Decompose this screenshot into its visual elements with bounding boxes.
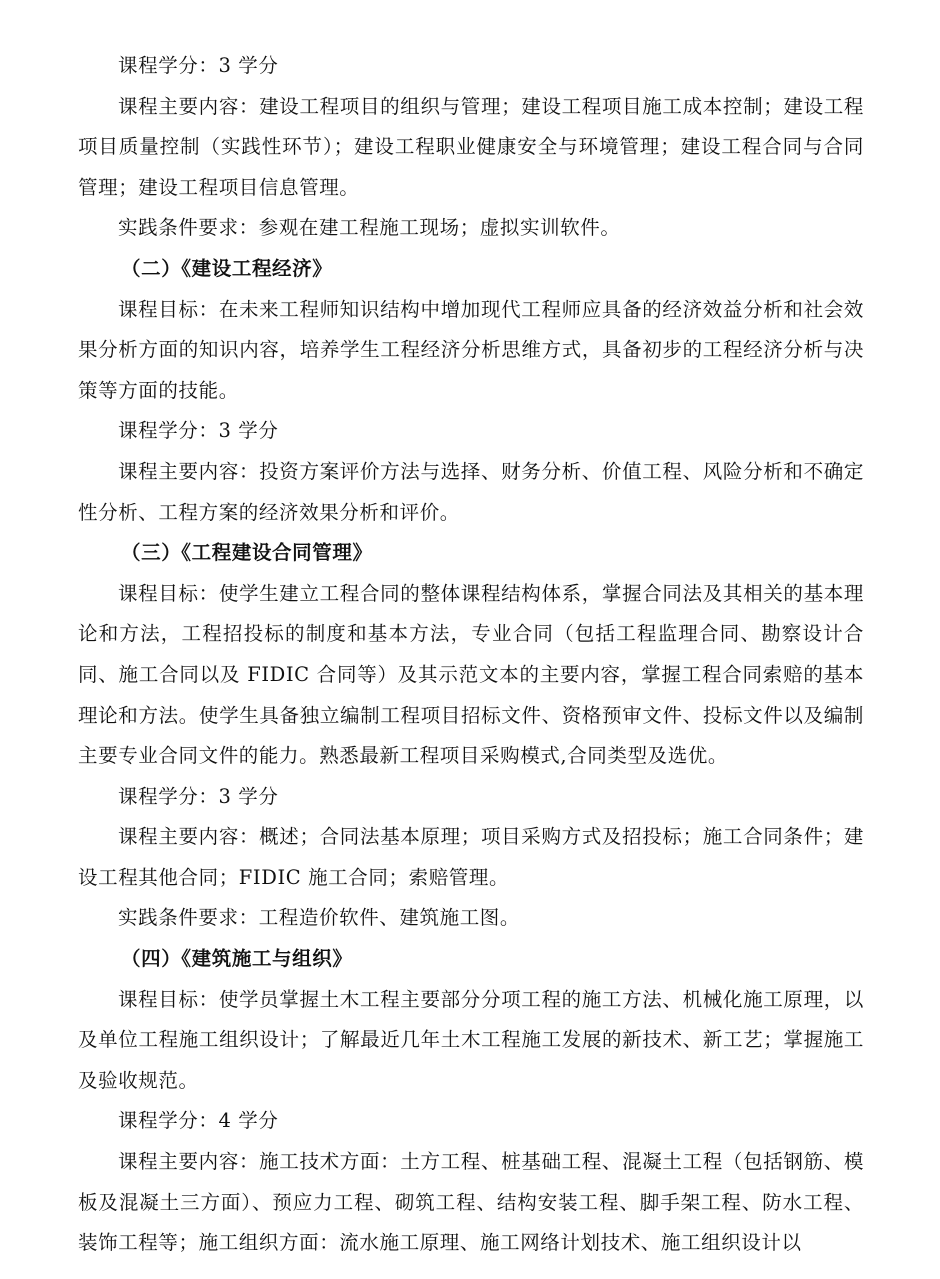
paragraph-content-2: 课程主要内容：投资方案评价方法与选择、财务分析、价值工程、风险分析和不确定性分析、工程方案的经济效果分析和评价。 [78,459,864,524]
document-page [78,46,864,1264]
paragraph-goal-3: 课程目标：使学生建立工程合同的整体课程结构体系，掌握合同法及其相关的基本理论和方法，工程招投标的制度和基本方法，专业合同（包括工程监理合同、勘察设计合同、施工合同以及 FIDIC 合同等）及其示范文本的主要内容，掌握工程合同索赔的基本理论和方法。使学生具备独立编制工程项目招标文件、资格预审文件、投标文件以及编制主要专业合同文件的能力。熟悉最新工程项目采购模式,合同类型及选优。 [78,581,864,768]
section-heading-2: （二）《建设工程经济》 [121,256,333,280]
paragraph-credits-4: 课程学分：4 学分 [118,1109,279,1133]
paragraph-credits-3: 课程学分：3 学分 [118,784,279,808]
paragraph-content-1: 课程主要内容：建设工程项目的组织与管理；建设工程项目施工成本控制；建设工程项目质量控制（实践性环节）；建设工程职业健康安全与环境管理；建设工程合同与合同管理；建设工程项目信息管理。 [78,94,864,199]
paragraph-content-3: 课程主要内容：概述；合同法基本原理；项目采购方式及招投标；施工合同条件；建设工程其他合同；FIDIC 施工合同；索赔管理。 [78,825,864,889]
paragraph-practice-3: 实践条件要求：工程造价软件、建筑施工图。 [118,906,521,930]
section-heading-4: （四）《建筑施工与组织》 [121,947,353,971]
paragraph-credits-1: 课程学分：3 学分 [118,54,279,77]
paragraph-credits-2: 课程学分：3 学分 [118,419,279,443]
paragraph-goal-4: 课程目标：使学员掌握土木工程主要部分分项工程的施工方法、机械化施工原理，以及单位工程施工组织设计；了解最近几年土木工程施工发展的新技术、新工艺；掌握施工及验收规范。 [78,987,864,1092]
section-heading-3: （三）《工程建设合同管理》 [121,541,373,565]
paragraph-content-4: 课程主要内容：施工技术方面：土方工程、桩基础工程、混凝土工程（包括钢筋、模板及混凝土三方面）、预应力工程、砌筑工程、结构安装工程、脚手架工程、防水工程、装饰工程等；施工组织方面：流水施工原理、施工网络计划技术、施工组织设计以 [78,1150,864,1255]
paragraph-goal-2: 课程目标：在未来工程师知识结构中增加现代工程师应具备的经济效益分析和社会效果分析方面的知识内容，培养学生工程经济分析思维方式，具备初步的工程经济分析与决策等方面的技能。 [78,297,864,402]
paragraph-practice-1: 实践条件要求：参观在建工程施工现场；虚拟实训软件。 [118,216,621,240]
